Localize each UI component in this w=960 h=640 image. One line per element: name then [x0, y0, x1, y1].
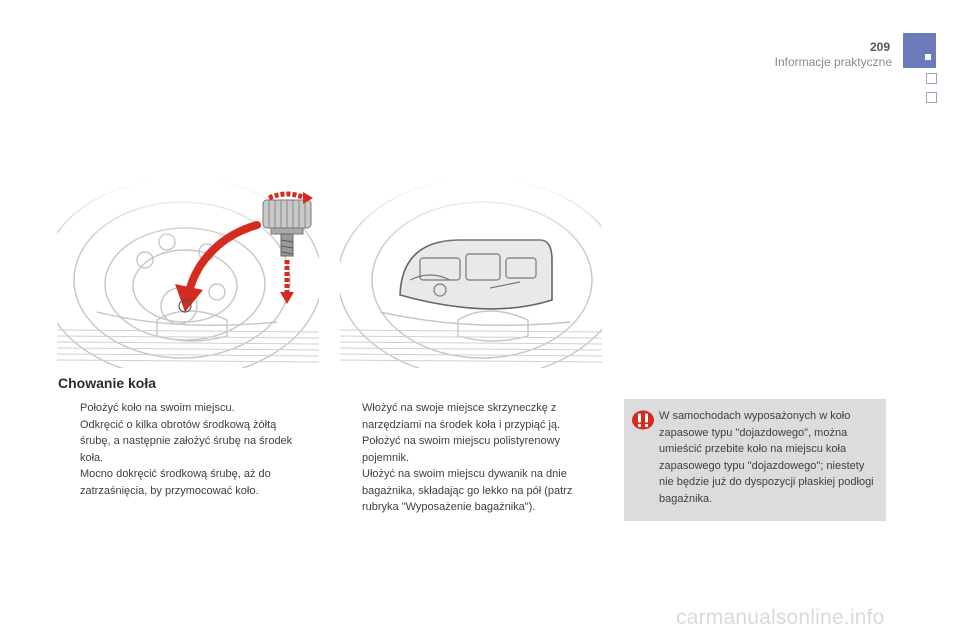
list-item: Odkręcić o kilka obrotów środkową żółtą śrubę, a następnie założyć śrubę na środek koła. [60, 417, 300, 467]
list-item: Ułożyć na swoim miejscu dywanik na dnie bagażnika, składając go lekko na pół (patrz rubryka "Wyposażenie bagażnika"). [342, 466, 604, 516]
list-item: Położyć koło na swoim miejscu. [60, 400, 300, 417]
bullet-icon [342, 433, 362, 466]
warning-text: W samochodach wyposażonych w koło zapasowe typu "dojazdowego", można umieścić przebite koło na miejscu koła zapasowego typu "dojazdowego"; niestety nie będzie już do dyspozycji płaskiej podłogi bagażnika. [659, 410, 874, 505]
watermark: carmanualsonline.info [676, 606, 885, 629]
bullet-icon [60, 417, 80, 467]
spare-wheel-mounting-illustration [57, 180, 319, 368]
bullet-icon [342, 466, 362, 516]
chapter-tab[interactable] [926, 73, 937, 84]
list-item: Mocno dokręcić środkową śrubę, aż do zatrzaśnięcia, by przymocować koło. [60, 466, 300, 499]
chapter-tab-active[interactable] [903, 33, 936, 68]
instructions-column-1 [60, 400, 300, 499]
warning-box [624, 399, 886, 521]
section-title: Informacje praktyczne [774, 55, 892, 69]
bullet-icon [342, 400, 362, 433]
instructions-column-2 [342, 400, 604, 516]
section-heading: Chowanie koła [58, 375, 157, 391]
bullet-icon [60, 466, 80, 499]
list-item: Włożyć na swoje miejsce skrzyneczkę z narzędziami na środek koła i przypiąć ją. [342, 400, 604, 433]
page-number: 209 [869, 40, 890, 54]
bullet-icon [60, 400, 80, 417]
chapter-tab[interactable] [926, 92, 937, 103]
warning-exclamation-icon [632, 410, 654, 435]
storage-box-in-wheel-illustration [340, 180, 602, 368]
tab-dot [925, 54, 931, 60]
list-item: Położyć na swoim miejscu polistyrenowy pojemnik. [342, 433, 604, 466]
